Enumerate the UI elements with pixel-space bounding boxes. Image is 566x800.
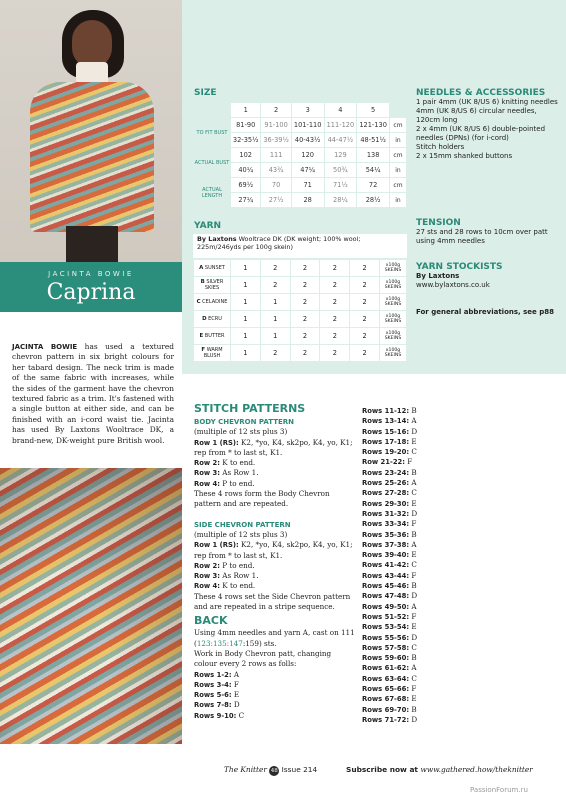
row-colour-label: Rows 55-56: [362,633,410,642]
side-chevron-title: SIDE CHEVRON PATTERN [194,520,291,529]
side-chevron-line-label: Row 2: [194,561,220,570]
yarn-shade-name: A SUNSET [194,260,230,276]
row-colour-label: Rows 63-64: [362,674,410,683]
size-col: 1 [231,103,260,117]
yarn-shade-name: B SILVER SKIES [194,277,230,293]
back-cast-on [194,628,356,649]
yarn-amount: 2 [291,260,320,276]
row-colour-label: Rows 67-68: [362,695,410,704]
size-corner [194,103,230,117]
body-chevron-lines [194,427,356,509]
back-instruction: Work in Body Chevron patt, changing colour every 2 rows as folls: [194,648,332,669]
title-banner [0,262,182,312]
intro-body: has used a textured chevron pattern in six bright colours for her tabard design. The neck trim is made of the same fabric with increases, while the sides of the garment have the chevron textured fabric as a trim. It's fastened with a single button at either side, and can be finished with an i-cord waist tie. Jacinta has used By Laxtons Wooltrace DK, a brand-new, DK-weight pure British wool. [12,342,174,445]
yarn-shade-name: C CELADINE [194,294,230,310]
yarn-amount: 2 [350,277,379,293]
yarn-amount: 2 [261,345,290,361]
size-cell: 102 [231,148,260,162]
magazine-name: The Knitter [224,765,267,774]
size-cell: 72 [357,178,389,192]
size-cell: 28 [292,193,324,207]
body-chevron-line: Row 3: As Row 1. [194,468,259,478]
detail-photo [0,468,182,744]
row-colour-label: Rows 15-16: [362,427,410,436]
yarn-row [194,294,406,310]
row-colour-label: Rows 7-8: [194,701,232,710]
yarn-amount: 2 [320,294,349,310]
page-number: 48 [270,768,278,774]
side-chevron-line: Row 4: K to end. [194,581,256,591]
row-colour-label: Rows 57-58: [362,643,410,652]
size-cell: 36-39½ [261,133,290,147]
row-colour: Rows 1-2: A [194,669,240,679]
needles-section [416,88,560,161]
needles-heading: NEEDLES & ACCESSORIES [416,88,546,98]
yarn-amount: 2 [320,260,349,276]
side-chevron-line: Row 3: As Row 1. [194,571,259,581]
row-colour-label: Rows 39-40: [362,551,410,560]
yarn-shade-letter: B [200,279,205,285]
row-colour: Rows 63-64: C [362,673,417,683]
row-colour: Rows 37-38: A [362,539,417,549]
size-cell: 111 [261,148,290,162]
row-colour-label: Rows 25-26: [362,479,410,488]
yarn-row [194,345,406,361]
size-cell: 54¼ [357,163,389,177]
row-colour: Rows 9-10: C [194,710,245,720]
yarn-shade-name: E BUTTER [194,328,230,344]
row-colour: Rows 61-62: A [362,663,417,673]
yarn-amount: 2 [320,311,349,327]
size-row-label: TO FIT BUST [194,118,230,147]
watermark: PassionForum.ru [470,786,528,794]
size-cell: 129 [325,148,357,162]
pattern-title: Caprina [46,280,136,305]
size-cell: 48-51½ [357,133,389,147]
model-legs [66,226,118,262]
size-col: 5 [357,103,389,117]
row-colour: Rows 55-56: D [362,632,418,642]
yarn-shade-letter: E [199,333,204,339]
row-colour: Rows 43-44: F [362,570,417,580]
row-colour: Rows 19-20: C [362,447,417,457]
yarn-amount: 2 [320,345,349,361]
row-colour: Rows 51-52: F [362,611,417,621]
yarn-amount: 2 [320,328,349,344]
yarn-unit: x100g SKEINS [380,294,406,310]
size-header-row [194,103,406,117]
row-colour-label: Rows 9-10: [194,711,237,720]
yarn-amount: 2 [350,311,379,327]
row-colour-label: Rows 29-30: [362,499,410,508]
needles-line: 2 x 4mm (UK 8/US 6) double-pointed needles (DPNs) (for i-cord) [416,125,546,142]
size-cell: 91-100 [261,118,290,132]
body-chevron-line: Row 4: P to end. [194,478,255,488]
intro-text [12,342,174,446]
row-colour: Rows 39-40: E [362,550,417,560]
row-colour-label: Rows 69-70: [362,705,410,714]
row-colour-label: Rows 37-38: [362,540,410,549]
yarn-unit: x100g SKEINS [380,277,406,293]
yarn-amount: 2 [320,277,349,293]
row-colour: Rows 71-72: D [362,714,418,724]
tension-heading: TENSION [416,218,461,228]
stitch-patterns-heading: STITCH PATTERNS [194,402,306,415]
row-colour: Rows 23-24: B [362,467,417,477]
needles-line: 2 x 15mm shanked buttons [416,152,513,160]
body-chevron-line-label: Row 1 (RS): [194,438,239,447]
yarn-amount: 2 [261,277,290,293]
yarn-shade-name: F WARM BLUSH [194,345,230,361]
tension-section [416,218,560,246]
size-cell: 101-110 [292,118,324,132]
yarn-row [194,311,406,327]
yarn-amount: 2 [291,328,320,344]
back-text: :159) sts. [242,638,277,648]
size-cell: 27½ [261,193,290,207]
yarn-amount: 2 [350,260,379,276]
yarn-amount: 2 [291,311,320,327]
row-colour: Rows 3-4: F [194,679,239,689]
row-colour: Rows 65-66: F [362,684,417,694]
stockists-heading: YARN STOCKISTS [416,262,503,272]
yarn-heading: YARN [194,221,222,231]
yarn-unit: x100g SKEINS [380,311,406,327]
size-row-label: ACTUAL BUST [194,148,230,177]
size-col: 4 [325,103,357,117]
row-colour: Rows 17-18: E [362,436,417,446]
row-colour: Row 21-22: F [362,457,413,467]
size-cell: 40-43½ [292,133,324,147]
size-cell: 120 [292,148,324,162]
size-row [194,148,406,162]
yarn-shade-name: D ECRU [194,311,230,327]
row-colour: Rows 5-6: E [194,690,240,700]
yarn-amount: 2 [291,294,320,310]
row-colour-label: Rows 11-12: [362,407,410,415]
size-cell: 70 [261,178,290,192]
side-chevron-line-label: Row 3: [194,572,220,581]
side-chevron-line: (multiple of 12 sts plus 3) [194,529,288,539]
row-colour-label: Rows 27-28: [362,489,410,498]
size-cell: 69½ [231,178,260,192]
side-chevron-line-label: Row 1 (RS): [194,541,239,550]
size-col: 2 [261,103,290,117]
yarn-row [194,328,406,344]
yarn-desc: Wooltrace DK (DK weight; 100% wool; 225m/246yds per 100g skein) [197,235,361,251]
back-text: Using 4mm needles and yarn A, cast on 111 ( [194,628,355,648]
yarn-unit: x100g SKEINS [380,328,406,344]
yarn-amount: 1 [231,345,260,361]
yarn-amount: 2 [350,345,379,361]
row-colour: Rows 59-60: B [362,653,417,663]
pattern-column-1 [194,417,356,721]
body-chevron-title: BODY CHEVRON PATTERN [194,418,295,426]
row-colour: Rows 35-36: B [362,529,417,539]
size-cell: 50¾ [325,163,357,177]
row-colour: Rows 53-54: E [362,622,417,632]
yarn-shade-letter: D [202,316,207,322]
row-colour-label: Rows 43-44: [362,571,410,580]
yarn-unit: x100g SKEINS [380,345,406,361]
model-face [72,20,112,68]
row-colour-label: Rows 51-52: [362,612,410,621]
yarn-description [193,234,407,258]
row-colour: Rows 33-34: F [362,519,417,529]
row-colour-label: Rows 71-72: [362,715,410,724]
row-colour-label: Rows 41-42: [362,561,410,570]
size-cell: 138 [357,148,389,162]
subscribe-text: Subscribe now at [346,765,421,774]
size-cell: 47¼ [292,163,324,177]
size-cell: 71½ [325,178,357,192]
row-colour: Rows 25-26: A [362,478,417,488]
abbreviations-note: For general abbreviations, see p88 [416,308,554,316]
issue-number: Issue 214 [281,765,318,774]
body-chevron-line: These 4 rows form the Body Chevron pattern and are repeated. [194,489,330,509]
stockists-section [416,262,560,290]
back-size-numbers: 123:135:147 [196,638,243,648]
yarn-amount: 2 [261,260,290,276]
row-colour: Rows 13-14: A [362,416,417,426]
size-cell: 28¼ [325,193,357,207]
yarn-amount: 2 [350,294,379,310]
size-cell: 27¼ [231,193,260,207]
size-unit: in [390,133,406,147]
row-colour: Rows 49-50: A [362,601,417,611]
stockist-url[interactable]: www.bylaxtons.co.uk [416,281,490,289]
yarn-amount: 1 [231,294,260,310]
yarn-amount: 1 [231,311,260,327]
body-chevron-line: Row 1 (RS): K2, *yo, K4, sk2po, K4, yo, K1; rep from * to last st, K1. [194,437,353,457]
size-unit: in [390,163,406,177]
row-colour-list-1 [194,670,356,721]
side-chevron-line-label: Row 4: [194,582,220,591]
hero-photo [0,0,182,262]
yarn-amount: 2 [291,345,320,361]
row-colour: Rows 69-70: B [362,704,417,714]
size-cell: 81-90 [231,118,260,132]
yarn-amount: 1 [261,328,290,344]
row-colour: Rows 31-32: D [362,508,418,518]
row-colour: Rows 15-16: D [362,426,418,436]
stockist-name: By Laxtons [416,272,460,280]
row-colour-label: Rows 13-14: [362,417,410,426]
yarn-shade-letter: F [201,347,206,353]
size-cell: 28½ [357,193,389,207]
side-chevron-line: Row 2: P to end. [194,560,255,570]
row-colour: Rows 11-12: B [362,406,417,415]
side-chevron-line: Row 1 (RS): K2, *yo, K4, sk2po, K4, yo, K1; rep from * to last st, K1. [194,540,353,560]
row-colour-label: Rows 31-32: [362,509,410,518]
row-colour-label: Rows 45-46: [362,582,410,591]
yarn-amount: 2 [291,277,320,293]
row-colour: Rows 7-8: D [194,700,240,710]
row-colour: Rows 47-48: D [362,591,418,601]
size-unit: cm [390,118,406,132]
yarn-table [193,259,407,362]
footer-subscribe [346,765,533,774]
size-cell: 40¼ [231,163,260,177]
row-colour: Rows 41-42: C [362,560,417,570]
yarn-amount: 2 [350,328,379,344]
row-colour: Rows 29-30: E [362,498,417,508]
size-cell: 121-130 [357,118,389,132]
row-colour-label: Rows 61-62: [362,664,410,673]
intro-name: JACINTA BOWIE [12,343,78,351]
body-chevron-line: (multiple of 12 sts plus 3) [194,427,288,437]
row-colour-label: Rows 5-6: [194,691,232,700]
row-colour: Rows 57-58: C [362,642,417,652]
yarn-amount: 1 [261,294,290,310]
yarn-brand: By Laxtons [197,235,237,243]
row-colour-label: Rows 3-4: [194,680,232,689]
size-col: 3 [292,103,324,117]
size-cell: 44-47½ [325,133,357,147]
footer-magazine [224,765,317,776]
needles-line: 4mm (UK 8/US 6) circular needles, 120cm long [416,107,537,124]
yarn-unit: x100g SKEINS [380,260,406,276]
row-colour-list-2 [362,406,452,725]
yarn-row [194,260,406,276]
designer-name: JACINTA BOWIE [48,270,134,278]
row-colour-label: Rows 47-48: [362,592,410,601]
row-colour-label: Rows 35-36: [362,530,410,539]
row-colour-label: Rows 17-18: [362,437,410,446]
subscribe-url[interactable]: www.gathered.how/theknitter [420,765,533,774]
size-cell: 43¾ [261,163,290,177]
row-colour-label: Rows 33-34: [362,520,410,529]
size-cell: 111-120 [325,118,357,132]
size-unit: in [390,193,406,207]
yarn-amount: 1 [231,260,260,276]
row-colour-label: Rows 59-60: [362,654,410,663]
row-colour-label: Row 21-22: [362,458,406,467]
body-chevron-line: Row 2: K to end. [194,458,256,468]
size-corner [390,103,406,117]
yarn-row [194,277,406,293]
row-colour-label: Rows 53-54: [362,623,410,632]
side-chevron-lines [194,530,356,612]
yarn-shade-letter: A [199,265,204,271]
detail-shade [0,468,182,744]
size-cell: 32-35½ [231,133,260,147]
needles-line: 1 pair 4mm (UK 8/US 6) knitting needles [416,98,558,106]
needles-line: Stitch holders [416,143,465,151]
body-chevron-line-label: Row 4: [194,479,220,488]
body-chevron-line-label: Row 3: [194,469,220,478]
yarn-amount: 1 [231,277,260,293]
size-heading: SIZE [194,88,217,98]
size-unit: cm [390,178,406,192]
yarn-amount: 1 [261,311,290,327]
row-colour-label: Rows 23-24: [362,468,410,477]
size-cell: 71 [292,178,324,192]
row-colour: Rows 67-68: E [362,694,417,704]
back-heading: BACK [194,614,228,628]
side-chevron-line: These 4 rows set the Side Chevron pattern and are repeated in a stripe sequence. [194,591,351,612]
row-colour-label: Rows 19-20: [362,448,410,457]
yarn-shade-letter: C [196,299,201,305]
tension-text: 27 sts and 28 rows to 10cm over patt using 4mm needles [416,228,548,245]
row-colour-label: Rows 65-66: [362,685,410,694]
body-chevron-line-label: Row 2: [194,459,220,468]
size-row [194,178,406,192]
yarn-amount: 1 [231,328,260,344]
row-colour-label: Rows 49-50: [362,602,410,611]
size-row-label: ACTUAL LENGTH [194,178,230,207]
size-unit: cm [390,148,406,162]
tabard-garment [30,82,154,232]
row-colour-label: Rows 1-2: [194,670,232,679]
row-colour: Rows 27-28: C [362,488,417,498]
size-row [194,118,406,132]
row-colour: Rows 45-46: B [362,581,417,591]
size-table [193,102,407,208]
